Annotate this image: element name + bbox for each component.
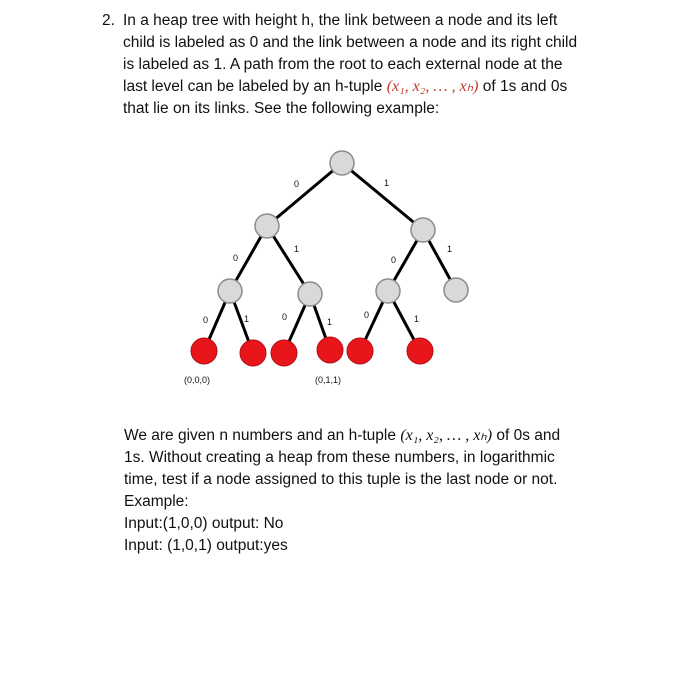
example-1: Input:(1,0,0) output: No <box>124 515 284 532</box>
task-statement <box>124 425 664 557</box>
tuple-label-fourth: (0,1,1) <box>315 375 342 385</box>
external-node <box>271 340 297 366</box>
edge-label: 1 <box>244 314 250 324</box>
edge-label: 1 <box>384 178 390 188</box>
edge-label: 1 <box>294 244 300 254</box>
internal-node <box>298 282 322 306</box>
problem-line-4-post: of 1s and 0s <box>478 78 568 95</box>
task-line-1-post: of 0s and <box>492 427 561 444</box>
tuple-label-first: (0,0,0) <box>184 375 211 385</box>
internal-node <box>218 279 242 303</box>
external-node <box>240 340 266 366</box>
edge-label: 0 <box>391 255 397 265</box>
edge-label: 0 <box>233 253 239 263</box>
edge-label: 0 <box>364 310 370 320</box>
root-node <box>330 151 354 175</box>
h-tuple-formula: (x₁, x₂, … , xₕ) <box>400 427 493 444</box>
external-node <box>191 338 217 364</box>
internal-node <box>444 278 468 302</box>
problem-line-5: that lie on its links. See the following example: <box>123 100 440 117</box>
problem-statement <box>102 10 672 120</box>
edge-root-left <box>267 163 342 226</box>
task-line-2: 1s. Without creating a heap from these numbers, in logarithmic <box>124 449 555 466</box>
h-tuple-formula: (x₁, x₂, … , xₕ) <box>386 78 479 95</box>
edge-label: 1 <box>414 314 420 324</box>
example-label: Example: <box>124 493 189 510</box>
example-2: Input: (1,0,1) output:yes <box>124 537 288 554</box>
edge-label: 0 <box>294 179 300 189</box>
edge-label: 0 <box>282 312 288 322</box>
task-line-1 <box>124 425 664 447</box>
edge-label: 1 <box>327 317 333 327</box>
external-node <box>407 338 433 364</box>
heap-tree-diagram <box>170 140 490 400</box>
problem-line-4 <box>102 76 672 98</box>
edge-root-right <box>342 163 423 230</box>
problem-line-4-pre: last level can be labeled by an h-tuple <box>123 78 387 95</box>
external-node <box>347 338 373 364</box>
edge-label: 0 <box>203 315 209 325</box>
problem-line-2: child is labeled as 0 and the link between a node and its right child <box>123 34 578 51</box>
internal-node <box>376 279 400 303</box>
problem-line-1: In a heap tree with height h, the link between a node and its left <box>123 12 558 29</box>
internal-node <box>255 214 279 238</box>
external-node <box>317 337 343 363</box>
task-line-1-pre: We are given n numbers and an h-tuple <box>124 427 401 444</box>
task-line-3: time, test if a node assigned to this tuple is the last node or not. <box>124 471 558 488</box>
problem-line-3: is labeled as 1. A path from the root to each external node at the <box>123 56 563 73</box>
edge-label: 1 <box>447 244 453 254</box>
internal-node <box>411 218 435 242</box>
problem-number: 2. <box>102 12 115 29</box>
